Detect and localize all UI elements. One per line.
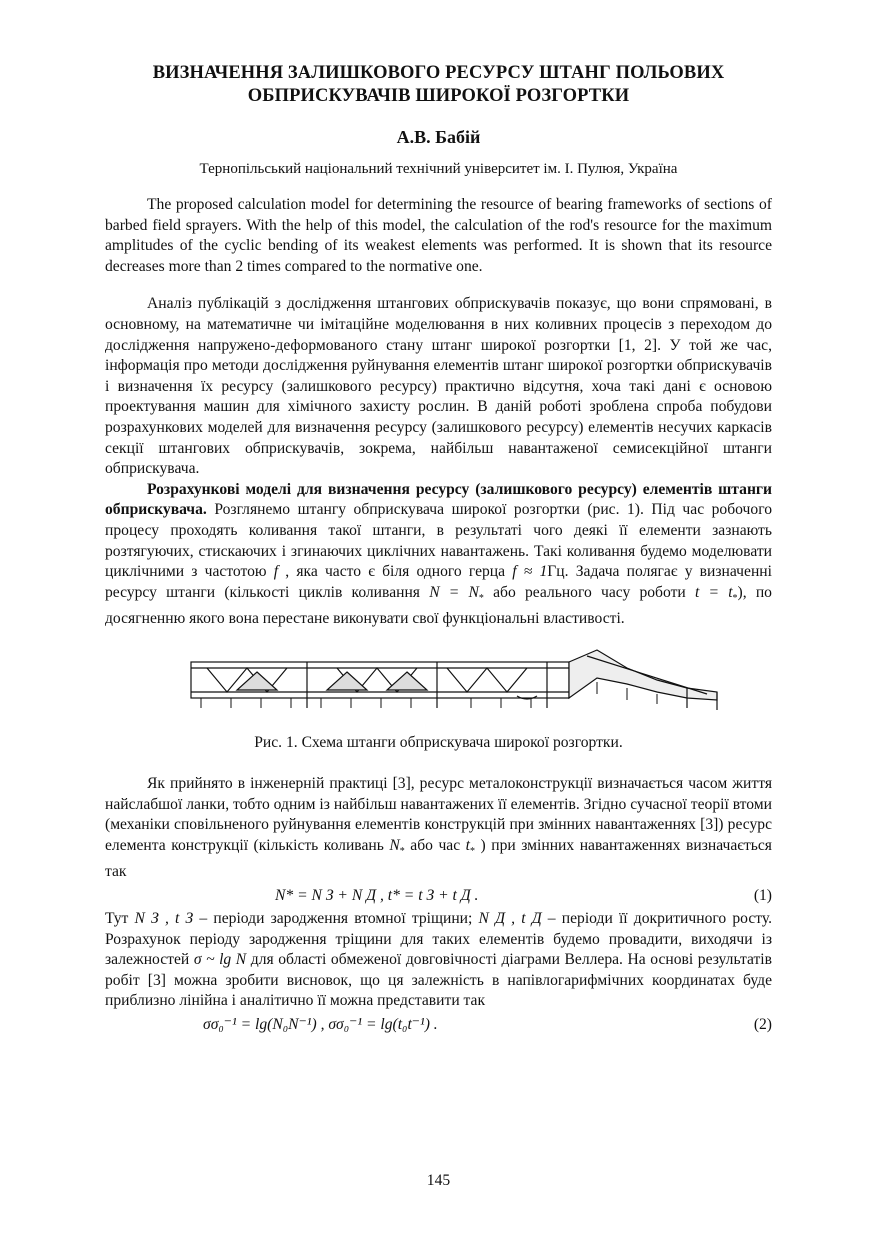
math-relation: σ ~ lg N: [193, 951, 247, 969]
figure-caption: Рис. 1. Схема штанги обприскувача широкої розгортки.: [254, 733, 623, 751]
equation-1-number: (1): [753, 887, 772, 905]
title-line-2: ОБПРИСКУВАЧІВ ШИРОКОЇ РОЗГОРТКИ: [247, 86, 630, 106]
text: – періоди її докритичного росту. Розрахунок періоду зародження тріщини для таких елементів будемо провадити, виходячи із залежностей: [105, 910, 772, 969]
figure-boom-scheme: [105, 648, 772, 728]
title-line-1: ВИЗНАЧЕННЯ ЗАЛИШКОВОГО РЕСУРСУ ШТАНГ ПОЛЬОВИХ: [152, 63, 725, 83]
text: – періоди зародження втомної тріщини;: [193, 910, 479, 928]
section-heading: Розрахункові моделі для визначення ресурсу (залишкового ресурсу) елементів штанги обприскувача.: [105, 480, 772, 519]
text: ) при змінних навантаженнях визначається так: [105, 836, 772, 881]
math-n: N: [389, 836, 400, 854]
text: або час: [404, 836, 466, 854]
equation-2-number: (2): [753, 1016, 772, 1034]
text: , яка часто є біля одного герца: [278, 563, 513, 581]
abstract: The proposed calculation model for determining the resource of bearing frameworks of sections of barbed field sprayers. With the help of this model, the calculation of the rod's resource for the maximum amplitudes of the cyclic bending of its weakest elements was performed. It is shown that its resource decreases more than 2 times compared to the normative one.: [105, 196, 772, 275]
math-t: t: [465, 836, 470, 854]
text: Тут: [105, 910, 135, 928]
text: для області обмеженої довговічності діаграми Веллера. На основі результатів робіт [3] можна зробити висновок, що ця залежність в напівлогарифмічних координатах буде приблизно лінійна і аналітично її можна представити так: [105, 951, 772, 1010]
page-number: 145: [426, 1172, 451, 1189]
affiliation: Тернопільський національний технічний університет ім. І. Пулюя, Україна: [199, 161, 678, 177]
equation-1: [105, 883, 772, 909]
equation-1-formula: N* = N З + N Д , t* = t З + t Д .: [275, 887, 479, 905]
paragraph-intro: Аналіз публікацій з дослідження штангових обприскувачів показує, що вони спрямовані, в основному, на математичне чи імітаційне моделювання в них коливних процесів з переходом до дослідження напружено-деформованого стану штанг широкої розгортки [1, 2]. У той же час, інформація про методи дослідження руйнування елементів штанг широкої розгортки обприскувачів і визначення їх ресурсу (залишкового ресурсу) практично відсутня, хоча такі дані є основою проектування машин для хімічного захисту рослин. В даній роботі зроблена спроба побудови розрахункових моделей для визначення ресурсу (залишкового ресурсу) елементів несучих каркасів секції штангових обприскувачів, зокрема, найбільш навантаженої семисекційної штанги обприскувача.: [105, 295, 772, 478]
paragraph-resource: [105, 774, 772, 883]
equation-2-formula: σσ₀⁻¹ = lg(N₀N⁻¹) , σσ₀⁻¹ = lg(t₀t⁻¹) .: [203, 1016, 438, 1034]
math-n-eq: N = N: [429, 583, 479, 601]
math-f: f: [273, 563, 279, 581]
page-body: [105, 62, 772, 1038]
text: або реального часу роботи: [483, 583, 695, 601]
text: ), по досягненню якого вона перестане виконувати свої функціональні властивості.: [105, 583, 772, 628]
author: А.В. Бабій: [396, 127, 481, 147]
paragraph-crack: [105, 909, 772, 1012]
subscript-star: *: [732, 592, 738, 604]
sprayer-boom-drawing: [187, 648, 727, 728]
math-t-eq: t = t: [694, 583, 733, 601]
text: Як прийнято в інженерній практиці [3], ресурс металоконструкції визначається часом життя найслабшої ланки, тобто одним із найбільш навантажених її елементів. Згідно сучасної теорії втоми (механіки сповільненого руйнування елементів конструкцій при змінних навантаженнях [3]) ресурс елемента конструкції (кількість коливань: [105, 774, 772, 854]
subscript-star: *: [478, 592, 484, 604]
paragraph-models: [105, 480, 772, 630]
equation-2: [105, 1012, 772, 1038]
subscript-star: *: [470, 845, 475, 857]
subscript-star: *: [399, 845, 405, 857]
math-f-approx: f ≈ 1: [512, 563, 548, 581]
text: . Задача полягає у визначенні ресурсу штанги (кількості циклів коливання: [105, 563, 772, 601]
math-vars-growth: N Д , t Д: [478, 910, 542, 928]
math-vars-nucleation: N З , t З: [134, 910, 194, 928]
paper-title: [105, 62, 772, 108]
text: Розглянемо штангу обприскувача широкої розгортки (рис. 1). Під час робочого процесу проходять коливання такої штанги, в результаті чого деякі її елементи зазнають розтягуючих, стискаючих і згинаючих циклічних навантажень. Такі коливання будемо моделювати циклічними з частотою: [105, 501, 772, 581]
unit-hz: Гц: [547, 563, 565, 581]
